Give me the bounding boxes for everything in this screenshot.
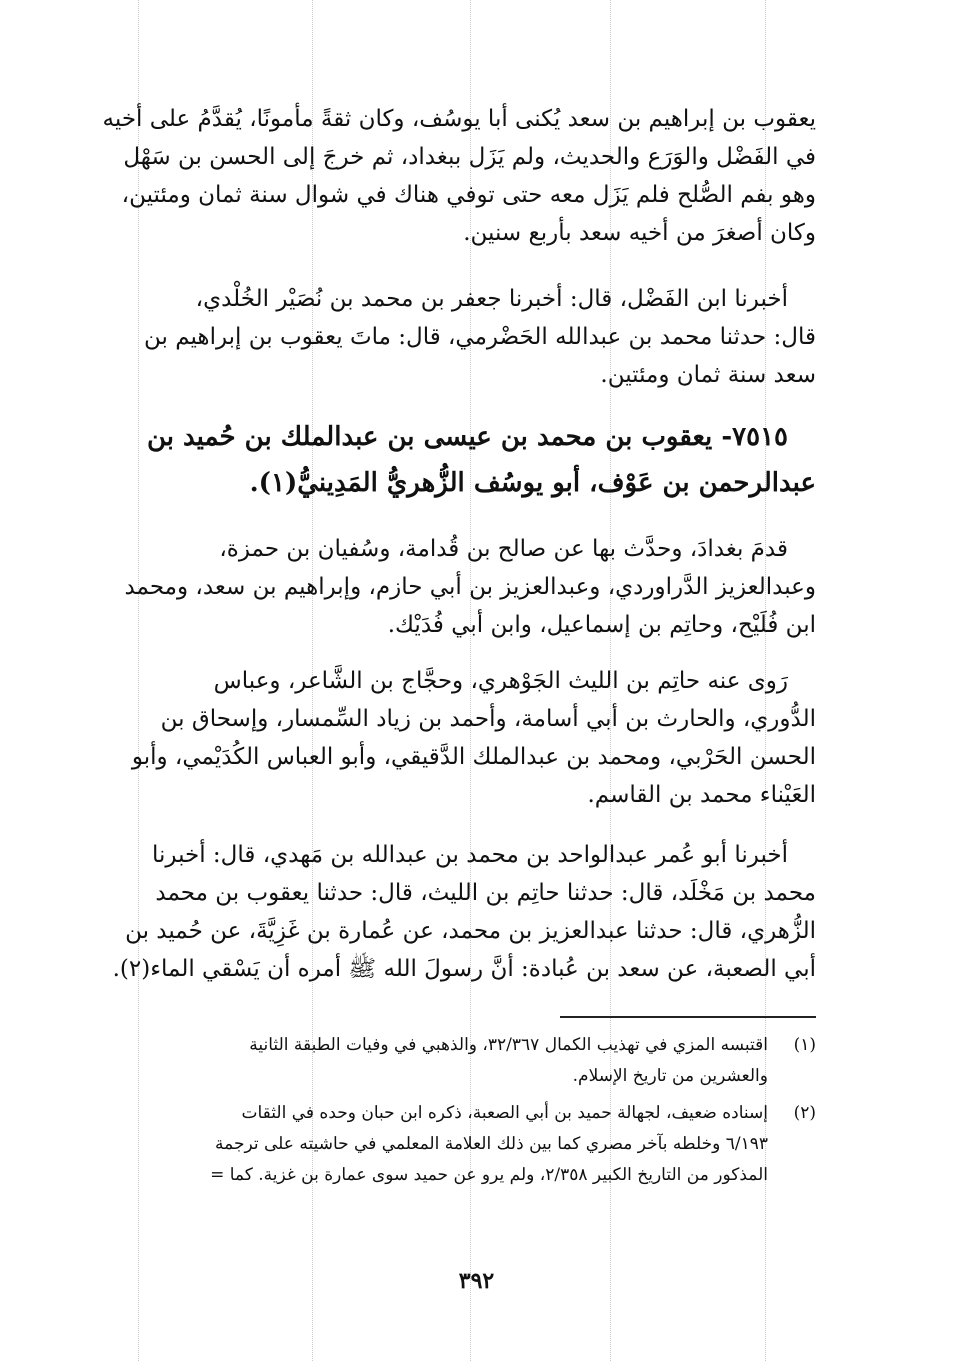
paragraph-4 — [72, 662, 816, 814]
footnote-1 — [72, 1030, 816, 1092]
text-line: قال: حدثنا محمد بن عبدالله الحَضْرمي، قال: ماتَ يعقوب بن إبراهيم بن — [143, 324, 816, 350]
text-line: أخبرنا ابن الفَضْل، قال: أخبرنا جعفر بن محمد بن نُصَيْر الخُلْدي، — [195, 286, 788, 312]
text-line: قدمَ بغدادَ، وحدَّث بها عن صالح بن قُدامة، وسُفيان بن حمزة، — [219, 536, 788, 562]
text-line: رَوى عنه حاتِم بن الليث الجَوْهري، وحجَّاج بن الشَّاعر، وعباس — [213, 668, 788, 694]
footnote-line: إسناده ضعيف، لجهالة حميد بن أبي الصعبة، ذكره ابن حبان وحده في الثقات — [241, 1103, 768, 1123]
text-line: محمد بن مَخْلَد، قال: حدثنا حاتِم بن الليث، قال: حدثنا يعقوب بن محمد — [155, 880, 816, 906]
entry-heading — [72, 414, 816, 506]
footnote-number: (٢) — [793, 1103, 816, 1123]
footnote-line: والعشرين من تاريخ الإسلام. — [572, 1066, 768, 1086]
paragraph-3 — [72, 530, 816, 644]
footnote-separator — [560, 1016, 816, 1018]
text-line: الدُّوري، والحارث بن أبي أسامة، وأحمد بن زياد السِّمسار، وإسحاق بن — [160, 706, 816, 732]
footnotes — [72, 1030, 816, 1197]
text-line: ابن فُلَيْح، وحاتِم بن إسماعيل، وابن أبي فُدَيْك. — [387, 612, 816, 638]
text-line: الحسن الحَرْبي، ومحمد بن عبدالملك الدَّقيقي، وأبو العباس الكُدَيْمي، وأبو — [131, 744, 816, 770]
heading-line: عبدالرحمن بن عَوْف، أبو يوسُف الزُّهريُّ المَدِينيُّ(١). — [249, 468, 816, 498]
text-line: في الفَضْل والوَرَع والحديث، ولم يَزَل ببغداد، ثم خرجَ إلى الحسن بن سَهْل — [123, 144, 816, 170]
text-line: وهو بفم الصُّلح فلم يَزَل معه حتى توفي هناك في شوال سنة ثمان ومئتين، — [121, 182, 816, 208]
footnote-line: ٦/١٩٣ وخلطه بآخر مصري كما بين ذلك العلامة المعلمي في حاشيته على ترجمة — [215, 1134, 768, 1154]
footnote-number: (١) — [793, 1035, 816, 1055]
footnote-line: اقتبسه المزي في تهذيب الكمال ٣٢/٣٦٧، والذهبي في وفيات الطبقة الثانية — [249, 1035, 768, 1055]
footnote-line: المذكور من التاريخ الكبير ٢/٣٥٨، ولم يرو عن حميد سوى عمارة بن غزية. كما = — [210, 1165, 768, 1185]
footnote-text — [72, 1030, 768, 1092]
text-line: يعقوب بن إبراهيم بن سعد يُكنى أبا يوسُف، وكان ثقةً مأمونًا، يُقدَّمُ على أخيه — [102, 106, 816, 132]
paragraph-1 — [72, 100, 816, 252]
text-line: العَيْناء محمد بن القاسم. — [587, 782, 816, 808]
paragraph-5 — [72, 836, 816, 988]
text-line: أبي الصعبة، عن سعد بن عُبادة: أنَّ رسولَ الله ﷺ أمره أن يَسْقي الماء(٢). — [112, 956, 816, 982]
text-line: أخبرنا أبو عُمر عبدالواحد بن محمد بن عبدالله بن مَهدي، قال: أخبرنا — [151, 842, 788, 868]
text-line: وعبدالعزيز الدَّراوردي، وعبدالعزيز بن أبي حازم، وإبراهيم بن سعد، ومحمد — [124, 574, 816, 600]
text-line: وكان أصغرَ من أخيه سعد بأربع سنين. — [463, 220, 816, 246]
paragraph-2 — [72, 280, 816, 394]
text-line: سعد سنة ثمان ومئتين. — [600, 362, 816, 388]
heading-line: ٧٥١٥- يعقوب بن محمد بن عيسى بن عبدالملك بن حُميد بن — [146, 422, 788, 452]
footnote-text — [72, 1098, 768, 1191]
text-line: الزُّهري، قال: حدثنا عبدالعزيز بن محمد، عن عُمارة بن غَزِيَّةَ، عن حُميد بن — [125, 918, 816, 944]
page-number: ٣٩٢ — [458, 1268, 495, 1294]
footnote-2 — [72, 1098, 816, 1191]
